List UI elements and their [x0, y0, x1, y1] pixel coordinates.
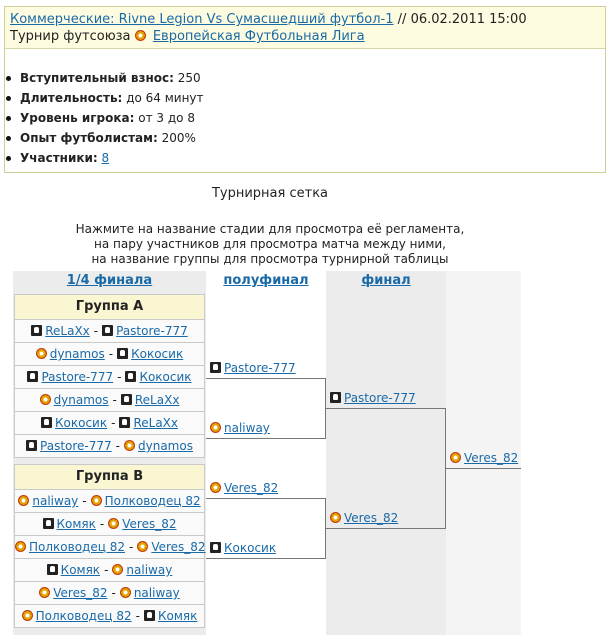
team-link[interactable]: naliway	[133, 586, 180, 600]
hint-line: на название группы для просмотра турнирной таблицы	[91, 252, 449, 266]
team-link[interactable]: dynamos	[49, 347, 105, 361]
team-link[interactable]: Полководец 82	[29, 540, 125, 554]
match-dash: -	[99, 517, 105, 531]
match-dash: -	[115, 439, 120, 453]
info-label: Участники:	[20, 151, 98, 165]
team-ball-icon	[450, 452, 461, 463]
team-link[interactable]: Комяк	[60, 563, 101, 577]
stage-quarterfinal-link[interactable]: 1/4 финала	[66, 273, 153, 288]
group-b	[14, 464, 205, 628]
team-link[interactable]: ReLaXx	[45, 324, 90, 338]
team-link[interactable]: naliway	[224, 421, 270, 435]
team-ball-icon	[330, 512, 341, 523]
team-dark-icon	[210, 542, 221, 553]
team-ball-icon	[108, 518, 119, 529]
team-dark-icon	[125, 371, 136, 382]
team-dark-icon	[330, 392, 341, 403]
team-link[interactable]: Кокосик	[55, 416, 108, 430]
bracket-line	[206, 498, 326, 499]
team-dark-icon	[210, 362, 221, 373]
team-link[interactable]: Комяк	[56, 517, 96, 531]
info-label: Длительность:	[20, 91, 123, 105]
bracket-line	[206, 378, 326, 379]
bracket-hint	[0, 222, 540, 267]
group-match[interactable]	[15, 582, 204, 605]
team-ball-icon	[36, 348, 47, 359]
team-ball-icon	[40, 394, 51, 405]
team-dark-icon	[43, 518, 54, 529]
team-dark-icon	[47, 564, 58, 575]
stage-quarterfinal-header	[13, 273, 206, 288]
team-link[interactable]: Pastore-777	[224, 361, 296, 375]
group-title[interactable]: Группа А	[15, 295, 204, 320]
team-link[interactable]: Кокосик	[139, 370, 192, 384]
team-dark-icon	[41, 417, 52, 428]
info-value: до 64 минут	[126, 91, 204, 105]
group-match[interactable]	[15, 490, 204, 513]
team-link[interactable]: Veres_82	[151, 540, 206, 554]
team-link[interactable]: Кокосик	[131, 347, 184, 361]
match-dash: -	[111, 416, 116, 430]
team-dark-icon	[31, 325, 42, 336]
info-label: Уровень игрока:	[20, 111, 135, 125]
group-a	[14, 294, 205, 458]
match-dash: -	[112, 393, 117, 407]
team-link[interactable]: naliway	[32, 494, 79, 508]
team-ball-icon	[112, 564, 123, 575]
participants-link[interactable]: 8	[101, 151, 110, 165]
match-dash: -	[117, 370, 122, 384]
match-dash: -	[128, 540, 134, 554]
info-value: от 3 до 8	[138, 111, 195, 125]
match-dash: -	[104, 563, 109, 577]
league-emblem-icon	[135, 30, 146, 41]
group-match[interactable]	[15, 435, 204, 457]
stage-semifinal-link[interactable]: полуфинал	[223, 273, 309, 288]
tournament-label: Турнир футсоюза	[10, 29, 131, 44]
header-separator: //	[397, 12, 407, 27]
team-ball-icon	[22, 610, 33, 621]
hint-line: Нажмите на название стадии для просмотра её регламента,	[75, 222, 465, 236]
bracket-title: Турнирная сетка	[211, 186, 329, 201]
group-title[interactable]: Группа В	[15, 465, 204, 490]
team-dark-icon	[27, 371, 38, 382]
team-ball-icon	[210, 482, 221, 493]
team-link[interactable]: Pastore-777	[344, 391, 416, 405]
semifinal-slot	[210, 540, 276, 556]
semifinal-slot	[210, 420, 270, 436]
team-link[interactable]: ReLaXx	[134, 393, 180, 407]
team-link[interactable]: Veres_82	[122, 517, 177, 531]
group-match[interactable]	[15, 389, 204, 412]
match-dash: -	[82, 494, 87, 508]
team-link[interactable]: dynamos	[138, 439, 193, 453]
bracket-line	[206, 558, 326, 559]
match-datetime: 06.02.2011 15:00	[410, 12, 527, 27]
info-item	[6, 108, 204, 128]
team-ball-icon	[124, 440, 135, 451]
team-link[interactable]: Veres_82	[344, 511, 399, 525]
hint-line: на пару участников для просмотра матча между ними,	[94, 237, 446, 251]
group-match[interactable]	[15, 513, 204, 536]
bracket-line	[326, 408, 446, 409]
info-item	[6, 88, 204, 108]
info-value: 250	[177, 71, 201, 85]
group-match[interactable]	[15, 412, 204, 435]
team-ball-icon	[210, 422, 221, 433]
team-link[interactable]: Pastore-777	[116, 324, 188, 338]
match-dash: -	[93, 324, 99, 338]
team-dark-icon	[102, 325, 113, 336]
match-dash: -	[135, 609, 140, 623]
stage-final-link[interactable]: финал	[361, 273, 411, 288]
info-label: Опыт футболистам:	[20, 131, 158, 145]
team-dark-icon	[121, 394, 132, 405]
final-slot	[330, 390, 416, 406]
team-link[interactable]: Полководец 82	[104, 494, 201, 508]
team-dark-icon	[144, 610, 155, 621]
team-ball-icon	[39, 587, 50, 598]
semifinal-slot	[210, 360, 296, 376]
team-link[interactable]: Комяк	[157, 609, 198, 623]
bracket-line	[206, 438, 326, 439]
info-item	[6, 68, 204, 88]
group-match[interactable]	[15, 536, 204, 559]
team-link[interactable]: Полководец 82	[35, 609, 132, 623]
team-ball-icon	[15, 541, 26, 552]
group-match[interactable]	[15, 605, 204, 627]
info-item	[6, 128, 204, 148]
team-ball-icon	[120, 587, 131, 598]
winner-slot	[450, 450, 518, 466]
tournament-header	[5, 7, 605, 49]
team-link[interactable]: ReLaXx	[133, 416, 178, 430]
team-ball-icon	[137, 541, 148, 552]
match-link[interactable]: Коммерческие: Rivne Legion Vs Сумасшедший футбол-1	[10, 12, 394, 27]
team-link[interactable]: Pastore-777	[41, 370, 114, 384]
team-link[interactable]: naliway	[126, 563, 173, 577]
match-dash: -	[111, 586, 116, 600]
bracket-line	[326, 528, 446, 529]
team-link[interactable]: Pastore-777	[40, 439, 112, 453]
group-match[interactable]	[15, 343, 204, 366]
stage-final-header	[326, 273, 446, 288]
info-value: 200%	[161, 131, 196, 145]
team-ball-icon	[18, 495, 29, 506]
group-match[interactable]	[15, 559, 204, 582]
team-link[interactable]: Кокосик	[224, 541, 277, 555]
stage-semifinal-header	[206, 273, 326, 288]
info-item	[6, 148, 204, 168]
team-link[interactable]: Veres_82	[224, 481, 279, 495]
team-link[interactable]: Veres_82	[53, 586, 108, 600]
final-column-bg	[326, 271, 446, 635]
semifinal-column-bg	[206, 271, 326, 635]
final-slot	[330, 510, 398, 526]
team-dark-icon	[119, 417, 130, 428]
team-link[interactable]: dynamos	[53, 393, 109, 407]
team-ball-icon	[91, 495, 102, 506]
group-match[interactable]	[15, 320, 204, 343]
team-link[interactable]: Veres_82	[464, 451, 519, 465]
team-dark-icon	[117, 348, 128, 359]
group-match[interactable]	[15, 366, 204, 389]
match-dash: -	[108, 347, 114, 361]
info-label: Вступительный взнос:	[20, 71, 174, 85]
tournament-details-list	[6, 68, 204, 168]
team-dark-icon	[26, 440, 37, 451]
semifinal-slot	[210, 480, 278, 496]
league-link[interactable]: Европейская Футбольная Лига	[152, 29, 365, 44]
bracket-line	[446, 468, 521, 469]
